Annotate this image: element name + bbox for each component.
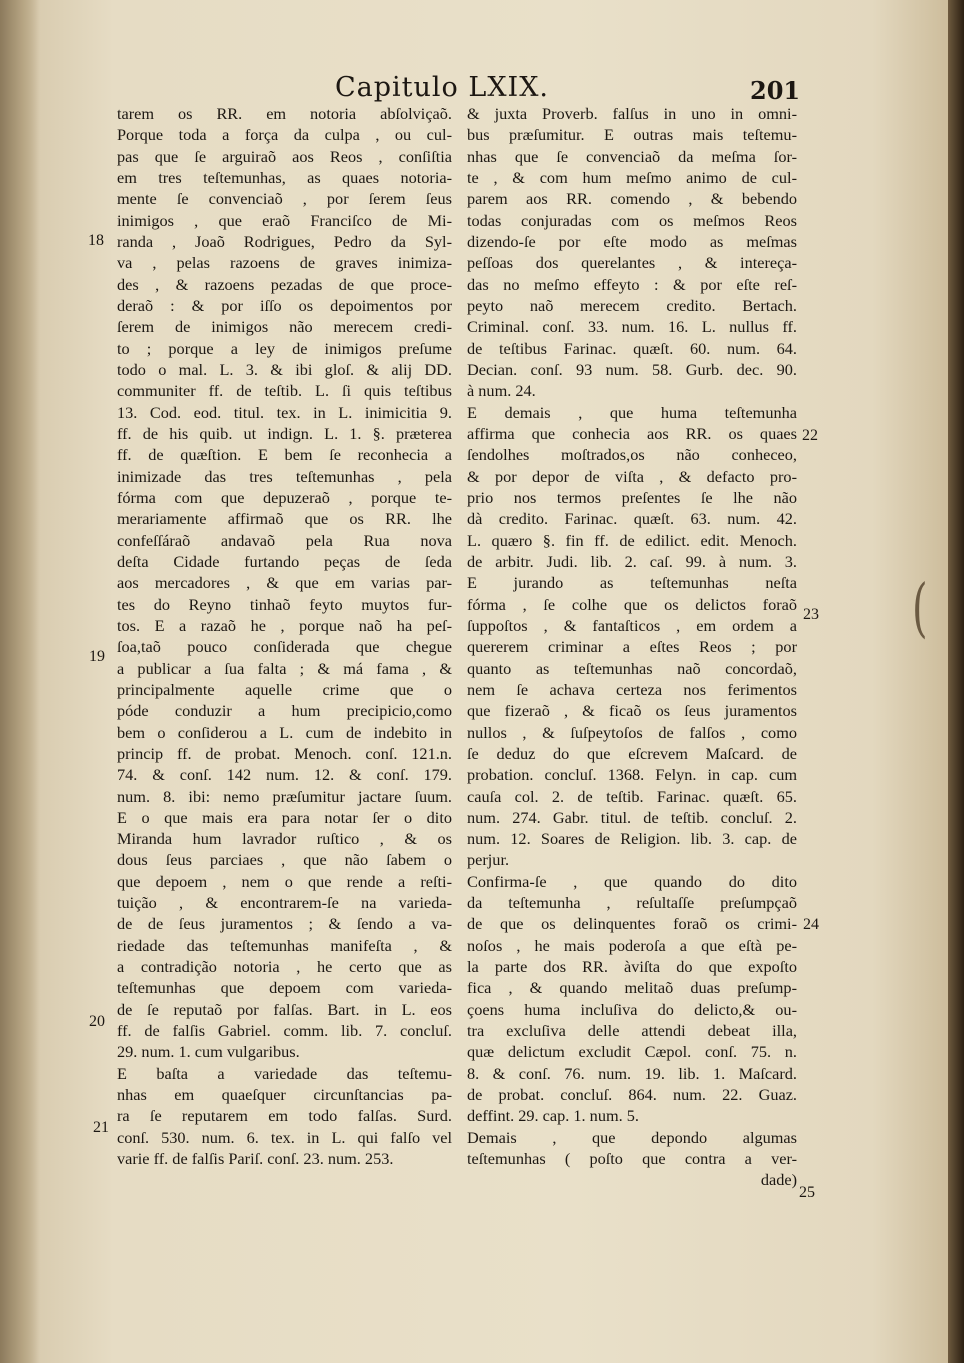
text-line: a contradição notoria , he certo que as: [117, 957, 452, 977]
text-line: ra ſe reputarem em todo falſas. Surd.: [117, 1106, 452, 1126]
text-line: ff. de quæſtion. E bem ſe reconhecia a: [117, 445, 452, 465]
text-line: num. 274. Gabr. titul. de teſtib. concluſ. 2.: [467, 807, 797, 827]
text-line: probation. concluſ. 1368. Felyn. in cap. cum: [467, 765, 797, 785]
page-number: 201: [750, 76, 801, 105]
text-line: perjur.: [467, 850, 510, 870]
text-line: teſtemunhas que depoem com varieda-: [117, 978, 452, 998]
text-line: te , & com hum meſmo animo de cul-: [467, 167, 797, 187]
text-line: em tres teſtemunhas, as quaes notoria-: [117, 167, 452, 187]
text-line: riedade das teſtemunhas manifeſta , &: [117, 935, 452, 955]
text-line: princip ff. de probat. Menoch. conſ. 121.n.: [117, 743, 452, 763]
text-line: peyto naõ merecem credito. Bertach.: [467, 295, 797, 315]
text-line: dizendo-ſe por eſte modo as meſmas: [467, 231, 797, 251]
text-line: des , & razoens pezadas de que proce-: [117, 274, 452, 294]
text-line: 8. & conſ. 76. num. 19. lib. 1. Maſcard.: [467, 1063, 797, 1083]
text-line: L. quæro §. fin ff. de edilict. edit. Menoch.: [467, 530, 797, 550]
text-line: dous ſeus parciaes , que não ſabem o: [117, 850, 452, 870]
text-line: deffint. 29. cap. 1. num. 5.: [467, 1106, 639, 1126]
text-line: fica , & quando melitaõ duas preſump-: [467, 978, 797, 998]
margin-number-22: 22: [802, 427, 818, 444]
text-line: merariamente affirmaõ que os RR. lhe: [117, 509, 452, 529]
text-line: a publicar a ſua falta ; & má fama , &: [117, 658, 452, 678]
text-line: num. 12. Soares de Religion. lib. 3. cap. de: [467, 829, 797, 849]
text-line: communiter ff. de teſtib. L. ſi quis teſtibus: [117, 381, 452, 401]
text-line: todas conjuradas com os meſmos Reos: [467, 210, 797, 230]
text-line: Confirma-ſe , que quando do dito: [467, 871, 797, 891]
text-line: fórma , ſe colhe que os delictos foraõ: [467, 594, 797, 614]
margin-number-23: 23: [803, 606, 819, 623]
text-line: todo o mal. L. 3. & ibi gloſ. & alij DD.: [117, 359, 452, 379]
text-line: E jurando as teſtemunhas neſta: [467, 573, 797, 593]
text-line: ff. de falſis Gabriel. comm. lib. 7. concluſ.: [117, 1021, 452, 1041]
text-line: ſendolhes moſtrados,os não conheceo,: [467, 445, 797, 465]
text-line: & juxta Proverb. falſus in uno in omni-: [467, 104, 797, 123]
text-line: prio nos termos preſentes ſe lhe não: [467, 487, 797, 507]
text-line: nhas em quaeſquer circunſtancias pa-: [117, 1085, 452, 1105]
text-line: bus præſumitur. E outras mais teſtemu-: [467, 125, 797, 145]
text-line: nem ſe achava certeza nos ferimentos: [467, 679, 797, 699]
text-line: principalmente aquelle crime que o: [117, 679, 452, 699]
text-line: inimigos , que eraõ Franciſco de Mi-: [117, 210, 452, 230]
text-line: de arbitr. Judi. lib. 2. caſ. 99. à num. 3.: [467, 551, 797, 571]
running-title: Capitulo LXIX.: [335, 72, 550, 103]
text-line: affirma que conhecia aos RR. os quaes: [467, 423, 797, 443]
text-line: & por depor de viſta , & defacto pro-: [467, 466, 797, 486]
text-line: mente ſe convenciaõ , por ſerem ſeus: [117, 189, 452, 209]
text-line: que fizeraõ , & ficaõ os ſeus juramentos: [467, 701, 797, 721]
margin-number-19: 19: [89, 648, 105, 665]
text-line: 29. num. 1. cum vulgaribus.: [117, 1042, 300, 1062]
text-line: noſos , he mais poderoſa a que eſtà pe-: [467, 935, 797, 955]
text-line: la parte dos RR. àviſta do que expoſto: [467, 957, 797, 977]
text-line: de teſtibus Farinac. quæſt. 60. num. 64.: [467, 338, 797, 358]
text-line: bem o conſiderou a L. cum de indebito in: [117, 722, 452, 742]
text-line: deſta Cidade furtando peças de ſeda: [117, 551, 452, 571]
text-line: cauſa col. 2. de teſtib. Farinac. quæſt. 65.: [467, 786, 797, 806]
text-line: quererem criminar a eſtes Reos ; por: [467, 637, 797, 657]
text-line: pas que ſe arguiraõ aos Reos , conſiſtia: [117, 146, 452, 166]
right-text-column: [467, 103, 797, 1191]
text-line: ſoa,taõ pouco conſiderada que chegue: [117, 637, 452, 657]
text-line: de probat. concluſ. 864. num. 22. Guaz.: [467, 1085, 797, 1105]
text-line: deraõ : & por iſſo os depoimentos por: [117, 295, 452, 315]
text-line: nullos , & ſuſpeytoſos de falſos , como: [467, 722, 797, 742]
text-line: ſuppoſtos , & fantaſticos , em ordem a: [467, 615, 797, 635]
text-line: randa , Joaõ Rodrigues, Pedro da Syl-: [117, 231, 452, 251]
left-text-column: [117, 103, 452, 1169]
text-line: de que os delinquentes foraõ os crimi-: [467, 914, 797, 934]
margin-bracket-mark: (: [912, 572, 928, 646]
text-line: que depoem , nem o que rende a reſti-: [117, 871, 452, 891]
text-line: E baſta a variedade das teſtemu-: [117, 1063, 452, 1083]
text-line: de de ſeus juramentos ; & ſendo a va-: [117, 914, 452, 934]
text-line: num. 8. ibi: nemo præſumitur jactare ſuum.: [117, 786, 452, 806]
text-line: Criminal. conſ. 33. num. 16. L. nullus ff.: [467, 317, 797, 337]
text-line: da teſtemunha , reſultaſſe preſumpçaõ: [467, 893, 797, 913]
text-line: póde conduzir a hum precipicio,como: [117, 701, 452, 721]
margin-number-18: 18: [88, 232, 104, 249]
text-line: tuição , & encontrarem-ſe na varieda-: [117, 893, 452, 913]
text-line: to ; porque a ley de inimigos preſume: [117, 338, 452, 358]
text-line: peſſoas dos querelantes , & intereça-: [467, 253, 797, 273]
text-line: ff. de his quib. ut indign. L. 1. §. præterea: [117, 423, 452, 443]
text-line: 13. Cod. eod. titul. tex. in L. inimicitia 9.: [117, 402, 452, 422]
text-line: dà credito. Farinac. quæſt. 63. num. 42.: [467, 509, 797, 529]
text-line: quæ delictum excludit Cæpol. conſ. 75. n.: [467, 1042, 797, 1062]
text-line: quanto as teſtemunhas naõ concordaõ,: [467, 658, 797, 678]
margin-number-25: 25: [799, 1184, 815, 1201]
text-line: à num. 24.: [467, 381, 536, 401]
text-line: Decian. conſ. 93 num. 58. Gurb. dec. 90.: [467, 359, 797, 379]
text-line: conſ. 530. num. 6. tex. in L. qui falſo vel: [117, 1127, 452, 1147]
text-line: teſtemunhas ( poſto que contra a ver-: [467, 1149, 797, 1169]
text-line: ſe deduz do que eſcrevem Maſcard. de: [467, 743, 797, 763]
text-line: tra excluſiva delle attendi debeat illa,: [467, 1021, 797, 1041]
text-line: E demais , que huma teſtemunha: [467, 402, 797, 422]
margin-number-24: 24: [803, 916, 819, 933]
text-line: dade): [760, 1170, 797, 1190]
text-line: nhas que ſe convenciaõ da meſma ſor-: [467, 146, 797, 166]
margin-number-20: 20: [89, 1013, 105, 1030]
text-line: varie ff. de falſis Pariſ. conſ. 23. num. 253.: [117, 1149, 394, 1169]
text-line: Miranda hum lavrador ruſtico , & os: [117, 829, 452, 849]
text-line: 74. & conſ. 142 num. 12. & conſ. 179.: [117, 765, 452, 785]
text-line: ſerem de inimigos não merecem credi-: [117, 317, 452, 337]
text-line: confeſſáraõ andavaõ pela Rua nova: [117, 530, 452, 550]
text-line: tes do Reyno tinhaõ feyto muytos fur-: [117, 594, 452, 614]
text-line: va , pelas razoens de graves inimiza-: [117, 253, 452, 273]
text-line: parem aos RR. comendo , & bebendo: [467, 189, 797, 209]
text-line: das no meſmo effeyto : & por eſte reſ-: [467, 274, 797, 294]
text-line: Porque toda a força da culpa , ou cul-: [117, 125, 452, 145]
margin-number-21: 21: [93, 1119, 109, 1136]
text-line: tarem os RR. em notoria abſolviçaõ.: [117, 104, 452, 123]
text-line: de ſe reputaõ por falſas. Bart. in L. eos: [117, 999, 452, 1019]
text-line: E o que mais era para notar ſer o dito: [117, 807, 452, 827]
book-edge: [948, 0, 964, 1363]
text-line: aos mercadores , & que em varias par-: [117, 573, 452, 593]
text-line: Demais , que depondo algumas: [467, 1127, 797, 1147]
text-line: fórma com que depuzeraõ , porque te-: [117, 487, 452, 507]
text-line: çoens huma incluſiva do delicto,& ou-: [467, 999, 797, 1019]
text-line: inimizade das tres teſtemunhas , pela: [117, 466, 452, 486]
text-line: tos. E a razaõ he , porque naõ ha peſ-: [117, 615, 452, 635]
page-gutter-shadow: [0, 0, 40, 1363]
